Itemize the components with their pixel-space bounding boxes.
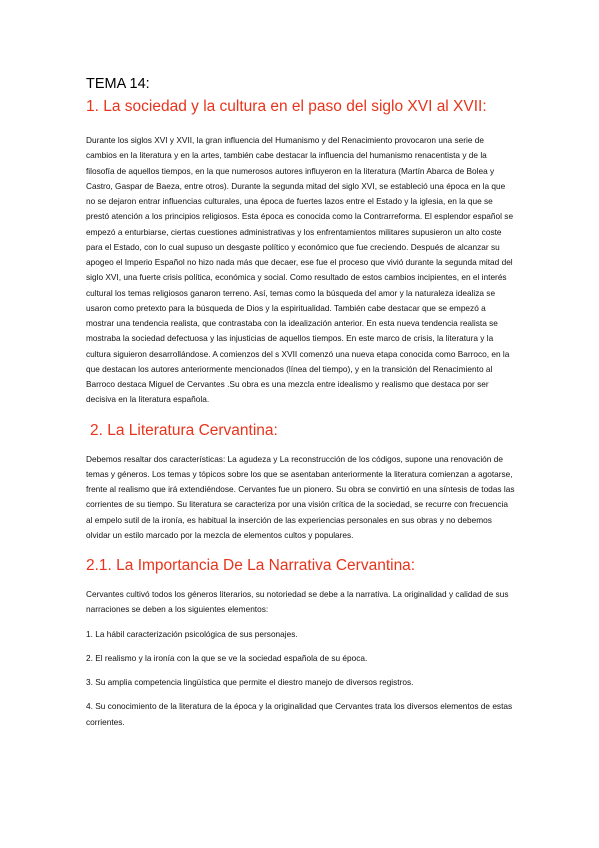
section-heading-1: 1. La sociedad y la cultura en el paso del siglo XVI al XVII: xyxy=(86,98,487,115)
section-1-paragraph: Durante los siglos XVI y XVII, la gran influencia del Humanismo y del Renacimiento provocaron una serie de cambios en la literatura y en la artes, también cabe destacar la influencia del humanismo renacentista y de la filosofía de aquellos tiempos, en la que numerosos autores influyeron en la literatura (Martín Abarca de Bolea y Castro, Gaspar de Baeza, entre otros). Durante la segunda mitad del siglo XVI, se estableció una época en la que no se dejaron entrar influencias culturales, una época de fuertes lazos entre el Estado y la iglesia, en la que se prestó atención a los principios religiosos. Esta época es conocida como la Contrarreforma. El esplendor español se empezó a enturbiarse, ciertas cuestiones administrativas y los enfrentamientos militares supusieron un alto coste para el Estado, con lo cual supuso un desgaste político y económico que fue creciendo. Después de alcanzar su apogeo el Imperio Español no hizo nada más que decaer, ese fue el proceso que vivió durante la segunda mitad del siglo XVI, una fuerte crisis política, económica y social. Como resultado de estos cambios incipientes, en el interés cultural los temas religiosos ganaron terreno. Así, temas como la búsqueda del amor y la naturaleza idealiza se usaron como pretexto para la búsqueda de Dios y la espiritualidad. También cabe destacar que se empezó a mostrar una tendencia realista, que contrastaba con la idealización anterior. En esta nueva tendencia realista se mostraba la sociedad defectuosa y las injusticias de aquellos tiempos. En este marco de crisis, la literatura y la cultura siguieron desarrollándose. A comienzos del s XVII comenzó una nueva etapa conocida como Barroco, en la que destacan los autores anteriormente mencionados (línea del tiempo), y en la transición del Renacimiento al Barroco destaca Miguel de Cervantes .Su obra es una mezcla entre idealismo y realismo que destaca por ser decisiva en la literatura española. xyxy=(86,135,514,405)
list-item: 2. El realismo y la ironía con la que se ve la sociedad española de su época. xyxy=(86,652,368,663)
section-heading-2-1: 2.1. La Importancia De La Narrativa Cervantina: xyxy=(86,557,416,574)
topic-label: TEMA 14: xyxy=(86,76,150,92)
list-item: 3. Su amplia competencia lingüística que permite el diestro manejo de diversos registros. xyxy=(86,677,414,687)
section-2-paragraph: Debemos resaltar dos características: La agudeza y La reconstrucción de los códigos, supone una renovación de temas y géneros. Los temas y tópicos sobre los que se asentaban anteriormente la literatura comienzan a agotarse, frente al realismo que irá extendiéndose. Cervantes fue un pionero. Su obra se convirtió en una síntesis de todas las corrientes de su tiempo. Su literatura se caracteriza por una visión crítica de la sociedad, se recurre con frecuencia al empelo sutil de la ironía, es habitual la inserción de las experiencias personales en sus obras y no debemos olvidar un estilo marcado por la mezcla de elementos cultos y populares. xyxy=(86,453,515,540)
list-item: 1. La hábil caracterización psicológica de sus personajes. xyxy=(86,628,298,639)
list-item: 4. Su conocimiento de la literatura de la época y la originalidad que Cervantes trata los diversos elementos de estas corrientes. xyxy=(86,701,513,727)
section-2-1-intro: Cervantes cultivó todos los géneros literarios, su notoriedad se debe a la narrativa. La originalidad y calidad de sus narraciones se deben a los siguientes elementos: xyxy=(86,589,509,615)
document-content xyxy=(86,76,516,739)
section-heading-2: 2. La Literatura Cervantina: xyxy=(90,421,278,439)
